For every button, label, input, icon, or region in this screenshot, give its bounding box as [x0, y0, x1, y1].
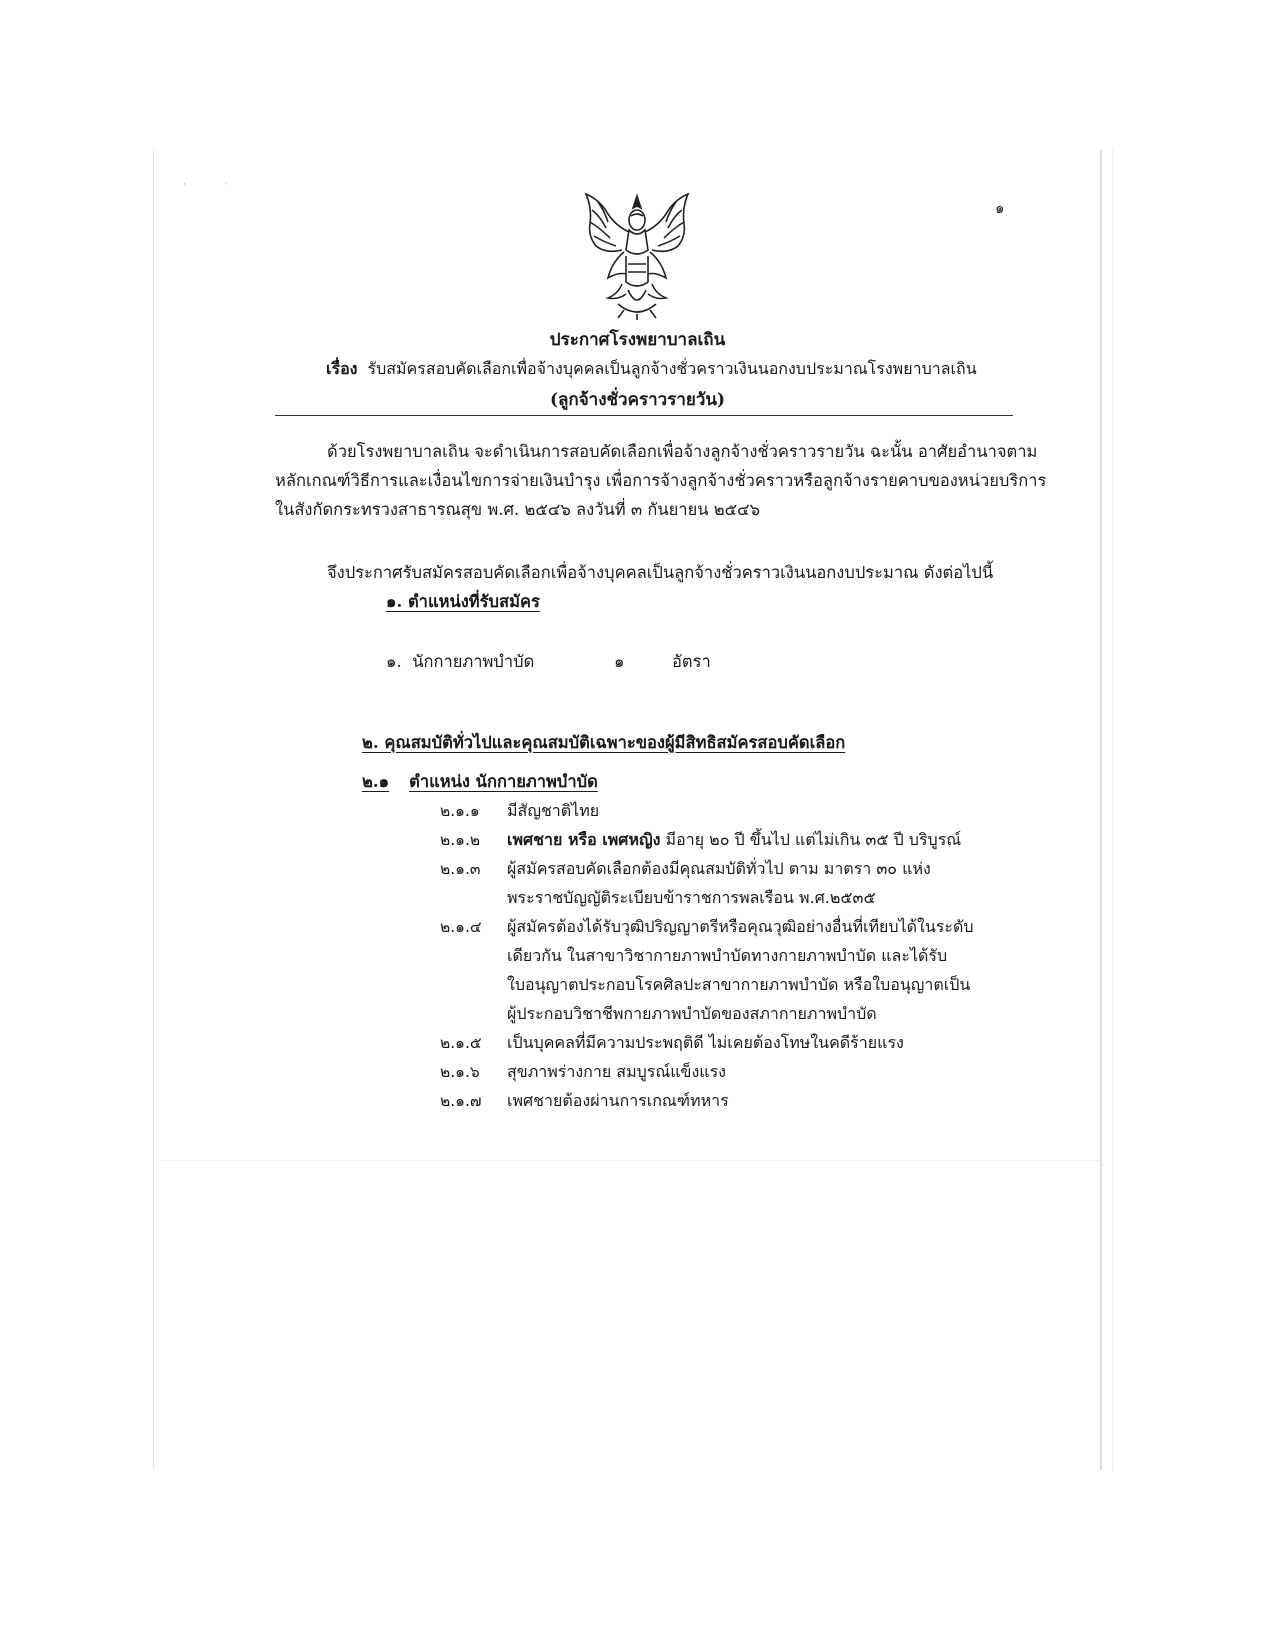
scan-artifact-band [160, 1160, 1100, 1161]
item-rest-text: มีอายุ ๒๐ ปี ขึ้นไป แต่ไม่เกิน ๓๕ ปี บริบูรณ์ [660, 830, 962, 849]
item-number: ๒.๑.๖ [440, 1063, 480, 1081]
page-number: ๑ [995, 199, 1005, 217]
position-unit: อัตรา [672, 652, 711, 671]
item-text: สุขภาพร่างกาย สมบูรณ์แข็งแรง [507, 1062, 726, 1081]
section-2-1-number: ๒.๑ [362, 772, 390, 791]
item-text: ใบอนุญาตประกอบโรคศิลปะสาขากายภาพบำบัด หรือใบอนุญาตเป็น [507, 975, 971, 994]
item-text: พระราชบัญญัติระเบียบข้าราชการพลเรือน พ.ศ.๒๕๓๕ [507, 888, 876, 907]
subject-text: รับสมัครสอบคัดเลือกเพื่อจ้างบุคคลเป็นลูกจ้างชั่วคราวเงินนอกงบประมาณโรงพยาบาลเถิน [367, 359, 977, 378]
item-number: ๒.๑.๕ [440, 1034, 482, 1052]
section-2-1-heading [362, 774, 598, 791]
position-number: ๑. [386, 652, 402, 671]
item-text: ผู้ประกอบวิชาชีพกายภาพบำบัดของสภากายภาพบำบัด [507, 1004, 877, 1023]
item-number: ๒.๑.๔ [440, 918, 482, 936]
garuda-emblem [578, 186, 696, 322]
item-number: ๒.๑.๓ [440, 860, 481, 878]
subject-line [326, 361, 977, 377]
section-1-heading: ๑. ตำแหน่งที่รับสมัคร [386, 592, 540, 611]
intro-line-1: ด้วยโรงพยาบาลเถิน จะดำเนินการสอบคัดเลือกเพื่อจ้างลูกจ้างชั่วคราวรายวัน ฉะนั้น อาศัยอำนาจตาม [327, 442, 1038, 461]
item-bold-text: เพศชาย หรือ เพศหญิง [507, 830, 661, 849]
intro-line-2: หลักเกณฑ์วิธีการและเงื่อนไขการจ่ายเงินบำรุง เพื่อการจ้างลูกจ้างชั่วคราวหรือลูกจ้างรายคาบของหน่วยบริการ [275, 471, 1047, 490]
item-text: ผู้สมัครสอบคัดเลือกต้องมีคุณสมบัติทั่วไป ตาม มาตรา ๓๐ แห่ง [507, 859, 931, 878]
header-divider [275, 415, 1013, 416]
position-count: ๑ [614, 652, 625, 671]
item-text: มีสัญชาติไทย [507, 801, 600, 820]
item-text: เพศชายต้องผ่านการเกณฑ์ทหาร [507, 1091, 729, 1110]
item-text: เป็นบุคคลที่มีความประพฤติดี ไม่เคยต้องโทษในคดีร้ายแรง [507, 1033, 904, 1052]
item-text: เดียวกัน ในสาขาวิชากายภาพบำบัดทางกายภาพบำบัด และได้รับ [507, 946, 948, 965]
position-name: นักกายภาพบำบัด [412, 652, 535, 671]
item-text: ผู้สมัครต้องได้รับวุฒิปริญญาตรีหรือคุณวุฒิอย่างอื่นที่เทียบได้ในระดับ [507, 917, 974, 936]
announce-line: จึงประกาศรับสมัครสอบคัดเลือกเพื่อจ้างบุคคลเป็นลูกจ้างชั่วคราวเงินนอกงบประมาณ ดังต่อไปนี้ [327, 563, 994, 582]
announcement-title: ประกาศโรงพยาบาลเถิน [549, 330, 726, 350]
position-row [386, 654, 534, 671]
item-number: ๒.๑.๗ [440, 1092, 482, 1110]
scan-specks: · · [183, 180, 246, 190]
section-2-heading: ๒. คุณสมบัติทั่วไปและคุณสมบัติเฉพาะของผู้มีสิทธิสมัครสอบคัดเลือก [362, 733, 846, 752]
item-text [507, 832, 961, 848]
item-number: ๒.๑.๒ [440, 831, 481, 849]
subject-subtitle: (ลูกจ้างชั่วคราวรายวัน) [549, 390, 726, 410]
subject-label: เรื่อง [326, 359, 358, 378]
section-2-1-label: ตำแหน่ง นักกายภาพบำบัด [409, 772, 598, 791]
item-number: ๒.๑.๑ [440, 802, 480, 820]
intro-line-3: ในสังกัดกระทรวงสาธารณสุข พ.ศ. ๒๕๔๖ ลงวันที่ ๓ กันยายน ๒๕๔๖ [275, 500, 761, 519]
